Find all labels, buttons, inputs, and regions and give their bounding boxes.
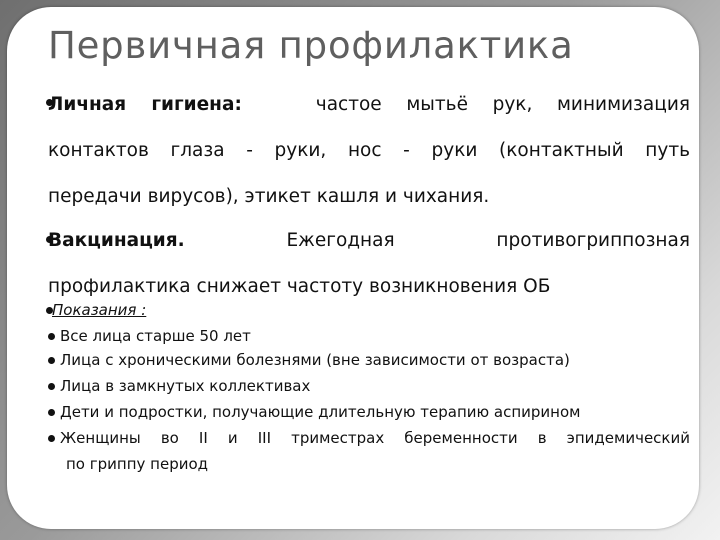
hygiene-line-1: частое мытьё рук, минимизация — [315, 94, 690, 115]
vaccination-lead: Вакцинация. — [48, 230, 185, 251]
indications-heading: Показания : — [52, 301, 147, 319]
hygiene-lead: Личная гигиена: — [48, 94, 242, 115]
paragraph-hygiene — [48, 82, 690, 220]
indication-item: Женщины во II и III триместрах беременности в эпидемический — [60, 429, 690, 447]
hygiene-line-3: передачи вирусов), этикет кашля и чихания. — [48, 186, 490, 207]
bullet-dot — [48, 383, 55, 390]
bullet-dot — [48, 333, 55, 340]
bullet-dot — [48, 435, 55, 442]
bullet-dot — [48, 409, 55, 416]
paragraph-line — [48, 218, 690, 264]
indication-item: Все лица старше 50 лет — [60, 327, 251, 345]
vaccination-line-1: Ежегодная противогриппозная — [286, 230, 690, 251]
indication-item: Дети и подростки, получающие длительную терапию аспирином — [60, 403, 581, 421]
paragraph-line — [48, 82, 690, 128]
indication-item: Лица в замкнутых коллективах — [60, 377, 311, 395]
indication-item-continuation: по гриппу период — [66, 455, 209, 473]
hygiene-line-2: контактов глаза - руки, нос - руки (контактный путь — [48, 140, 690, 161]
slide-title: Первичная профилактика — [48, 24, 574, 67]
paragraph-vaccination — [48, 218, 690, 310]
indication-item: Лица с хроническими болезнями (вне зависимости от возраста) — [60, 351, 570, 369]
bullet-dot — [48, 357, 55, 364]
vaccination-line-2: профилактика снижает частоту возникновения ОБ — [48, 276, 551, 297]
